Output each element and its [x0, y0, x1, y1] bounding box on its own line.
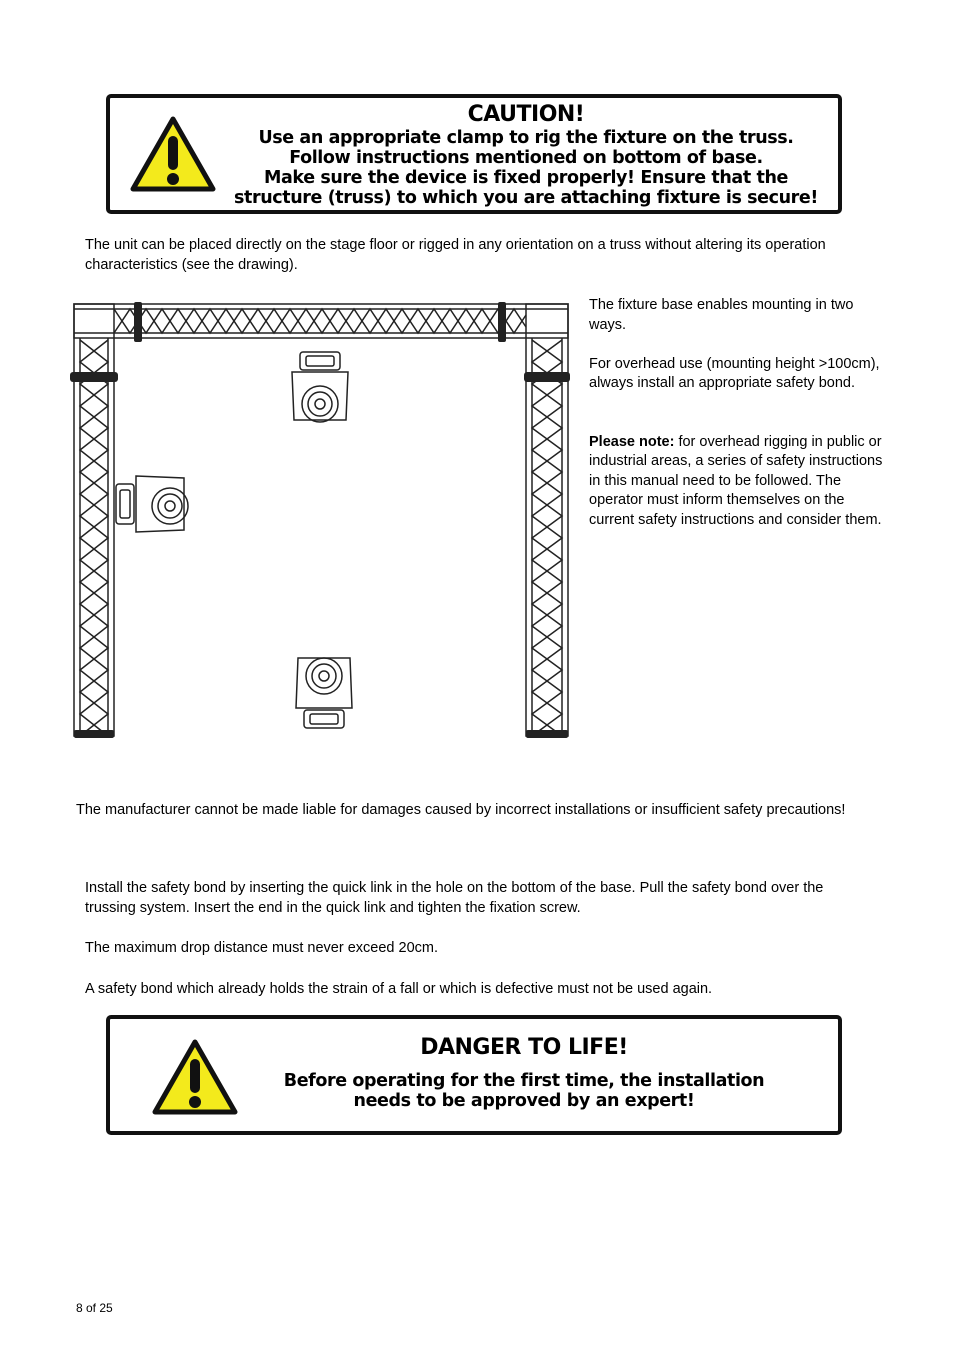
please-note-text: for overhead rigging in public or industrial areas, a series of safety instructions in this manual need to be followed. The operator must inform themselves on the current safety instructions and consider them. [589, 433, 883, 528]
intro-paragraph: The unit can be placed directly on the stage floor or rigged in any orientation on a truss without altering its operation characteristics (see the drawing). [85, 237, 826, 273]
overhead-paragraph: For overhead use (mounting height >100cm), always install an appropriate safety bond. [589, 355, 880, 391]
please-note-paragraph [589, 433, 889, 531]
caution-line: Follow instructions mentioned on bottom of base. [289, 148, 763, 168]
caution-line: structure (truss) to which you are attaching fixture is secure! [234, 188, 818, 208]
caution-line: Use an appropriate clamp to rig the fixture on the truss. [258, 128, 794, 148]
liability-paragraph: The manufacturer cannot be made liable for damages caused by incorrect installations or insufficient safety precautions! [76, 802, 846, 818]
bond-paragraph: Install the safety bond by inserting the quick link in the hole on the bottom of the base. Pull the safety bond over the trussing system. Insert the end in the quick link and tighten the fixation screw. [85, 880, 824, 916]
danger-line: Before operating for the first time, the installation [283, 1071, 765, 1091]
danger-line: needs to be approved by an expert! [353, 1091, 695, 1111]
mounting-paragraph: The fixture base enables mounting in two ways. [589, 297, 854, 333]
safety-bond-info [85, 879, 875, 1020]
caution-line: Make sure the device is fixed properly! Ensure that the [264, 168, 788, 188]
warning-triangle-icon [130, 116, 216, 192]
page-number: 8 of 25 [76, 1301, 113, 1315]
truss-drawing [70, 300, 572, 742]
danger-box [106, 1015, 842, 1135]
defective-bond-paragraph: A safety bond which already holds the strain of a fall or which is defective must not be used again. [85, 980, 713, 997]
caution-text [222, 102, 830, 208]
danger-text [250, 1035, 798, 1111]
danger-title: DANGER TO LIFE! [420, 1035, 628, 1060]
mounting-info [589, 296, 889, 550]
warning-triangle-icon [152, 1039, 238, 1115]
drop-distance-paragraph: The maximum drop distance must never exceed 20cm. [85, 940, 438, 956]
caution-title: CAUTION! [467, 102, 585, 127]
please-note-label: Please note: [589, 433, 675, 450]
caution-box [106, 94, 842, 214]
